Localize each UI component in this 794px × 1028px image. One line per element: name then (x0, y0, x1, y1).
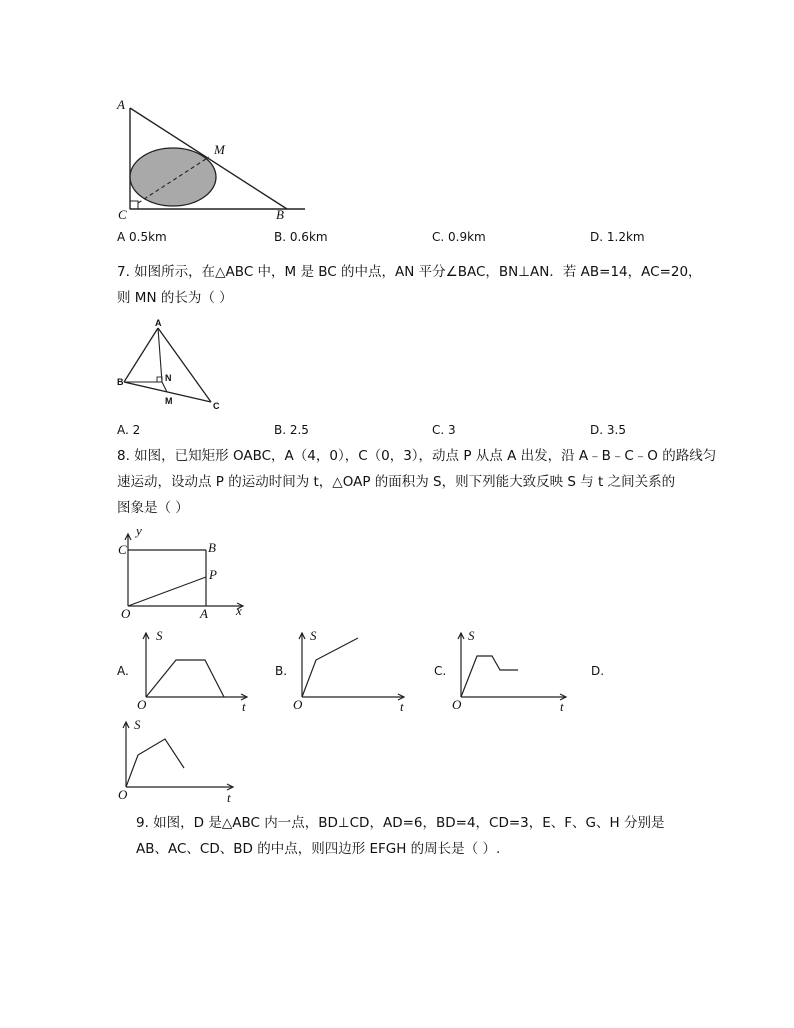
q6-option-a[interactable]: A 0.5km (117, 230, 167, 244)
fig6-label-a: A (117, 97, 125, 112)
graph-c-label-s: S (468, 628, 475, 643)
q8-text-line1: 8. 如图，已知矩形 OABC，A（4，0），C（0，3），动点 P 从点 A 出发，沿 A﹣B﹣C﹣O 的路线匀 (117, 448, 717, 464)
fig7-label-a: A (155, 318, 162, 328)
graph-a-label-t: t (242, 699, 246, 714)
graph-c-label-o: O (452, 697, 462, 712)
q6-option-b[interactable]: B. 0.6km (274, 230, 328, 244)
graph-d-label-o: O (118, 787, 128, 802)
graph-b-label-s: S (310, 628, 317, 643)
graph-a-label-s: S (156, 628, 163, 643)
q8-option-c[interactable]: C. (434, 664, 447, 678)
fig8-label-p: P (209, 567, 217, 582)
fig7-label-m: M (165, 396, 173, 406)
graph-b-label-o: O (293, 697, 303, 712)
graph-d-label-t: t (227, 790, 231, 805)
q7-option-a[interactable]: A. 2 (117, 423, 141, 437)
graph-d-label-s: S (134, 717, 141, 732)
q6-option-d[interactable]: D. 1.2km (590, 230, 645, 244)
graph-c-label-t: t (560, 699, 564, 714)
fig8-label-b: B (208, 540, 216, 555)
fig7-label-n: N (165, 373, 172, 383)
fig8-label-o: O (121, 606, 131, 621)
fig6-label-b: B (276, 207, 284, 222)
q9-text-line2: AB、AC、CD、BD 的中点，则四边形 EFGH 的周长是（ ）. (136, 841, 501, 857)
fig8-label-a: A (200, 606, 208, 621)
q7-text-line2: 则 MN 的长为（ ） (117, 290, 233, 306)
q7-option-d[interactable]: D. 3.5 (590, 423, 626, 437)
fig7-label-c: C (213, 401, 220, 411)
q7-text-line1: 7. 如图所示，在△ABC 中，M 是 BC 的中点，AN 平分∠BAC，BN⊥AN．若 AB=14，AC=20， (117, 264, 702, 280)
q7-option-c[interactable]: C. 3 (432, 423, 456, 437)
q8-text-line3: 图象是（ ） (117, 500, 189, 516)
q7-option-b[interactable]: B. 2.5 (274, 423, 309, 437)
q8-option-d[interactable]: D. (591, 664, 605, 678)
fig8-label-x: x (236, 603, 242, 618)
q8-option-b[interactable]: B. (275, 664, 288, 678)
graph-a-label-o: O (137, 697, 147, 712)
q9-text-line1: 9. 如图，D 是△ABC 内一点，BD⊥CD，AD=6，BD=4，CD=3，E、F、G、H 分别是 (136, 815, 665, 831)
q8-option-a[interactable]: A. (117, 664, 129, 678)
fig6-label-c: C (118, 207, 127, 222)
fig6-label-m: M (214, 142, 225, 157)
graph-b-label-t: t (400, 699, 404, 714)
fig8-label-y: y (136, 523, 142, 538)
q8-text-line2: 速运动，设动点 P 的运动时间为 t，△OAP 的面积为 S，则下列能大致反映 S 与 t 之间关系的 (117, 474, 676, 490)
q6-option-c[interactable]: C. 0.9km (432, 230, 486, 244)
fig7-label-b: B (117, 377, 124, 387)
fig8-label-c: C (118, 542, 127, 557)
